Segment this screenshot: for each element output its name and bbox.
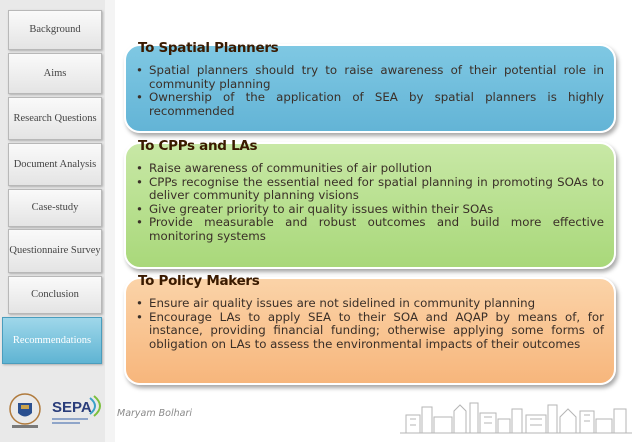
- sidebar-divider: [105, 0, 115, 442]
- sepa-logo: [50, 394, 104, 428]
- nav-item-recommendations[interactable]: Recommendations: [2, 317, 102, 364]
- nav-item-document-analysis[interactable]: Document Analysis: [8, 143, 102, 186]
- bullet-item: • Encourage LAs to apply SEA to their SOA and AQAP by means of, for instance, providing financial funding; otherwise applying some forms of obligation on LAs to assess the environmental impacts of their outcomes: [136, 311, 604, 352]
- bullet-item: • Spatial planners should try to raise awareness of their potential role in community planning: [136, 64, 604, 91]
- panel-title: To CPPs and LAs: [138, 138, 258, 154]
- bullet-list: [136, 297, 604, 351]
- bullet-list: [136, 64, 604, 118]
- nav-item-background[interactable]: Background: [8, 10, 102, 50]
- nav-item-research-questions[interactable]: Research Questions: [8, 97, 102, 140]
- bullet-item: • CPPs recognise the essential need for spatial planning in promoting SOAs to deliver community planning visions: [136, 176, 604, 203]
- bullet-list: [136, 162, 604, 243]
- nav-item-conclusion[interactable]: Conclusion: [8, 276, 102, 314]
- footer-logos: [6, 389, 106, 433]
- panel-cpps-las: [124, 138, 616, 269]
- panel-spatial-planners: [124, 40, 616, 133]
- author-name: Maryam Bolhari: [117, 408, 192, 419]
- panel-title: To Spatial Planners: [138, 40, 279, 56]
- nav-item-aims[interactable]: Aims: [8, 53, 102, 94]
- bullet-item: • Give greater priority to air quality issues within their SOAs: [136, 203, 604, 217]
- panel-title: To Policy Makers: [138, 273, 260, 289]
- bullet-item: • Ensure air quality issues are not sidelined in community planning: [136, 297, 604, 311]
- panel-policy-makers: [124, 273, 616, 385]
- nav-item-questionnaire-survey[interactable]: Questionnaire Survey: [8, 229, 102, 273]
- city-skyline-illustration: [400, 395, 632, 435]
- nav-item-case-study[interactable]: Case-study: [8, 189, 102, 227]
- bullet-item: • Ownership of the application of SEA by spatial planners is highly recommended: [136, 91, 604, 118]
- bullet-item: • Provide measurable and robust outcomes and build more effective monitoring systems: [136, 216, 604, 243]
- svg-text:SEPA: SEPA: [52, 399, 92, 416]
- university-crest-logo: [6, 391, 44, 431]
- bullet-item: • Raise awareness of communities of air pollution: [136, 162, 604, 176]
